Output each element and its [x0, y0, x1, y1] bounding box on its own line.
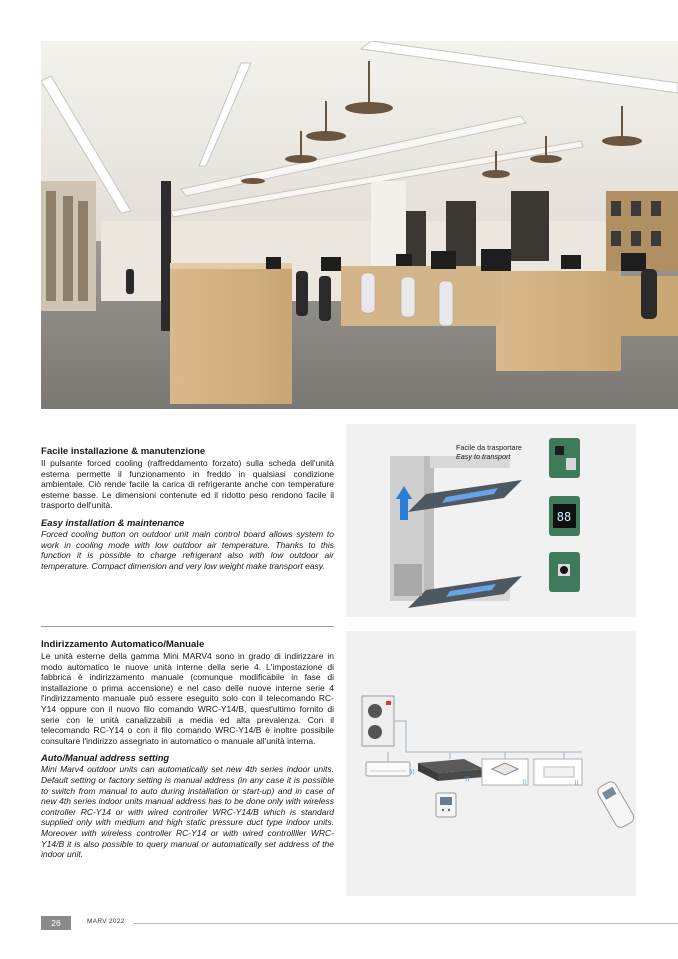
remote-controller-icon: [596, 780, 636, 830]
wired-controller-icon: [436, 793, 456, 817]
section-title-en: Easy installation & maintenance: [41, 516, 185, 528]
section-title-it: Facile installazione & manutenzione: [41, 446, 206, 457]
section-body-it: Il pulsante forced cooling (raffreddamento forzato) sulla scheda dell'unità esterna permette il funzionamento in freddo in qualsiasi condizione ambientale. Ciò rende facile la carica di refrigerante anche con temperature esterne basse. Le dimensioni contenute ed il ridotto peso rendono facile il trasporto dell'unità.: [41, 458, 334, 511]
section-divider: [41, 626, 334, 627]
svg-text:)): )): [522, 779, 527, 786]
section-title-it: Indirizzamento Automatico/Manuale: [41, 639, 205, 650]
page-footer: [41, 916, 678, 932]
system-diagram: [346, 631, 636, 896]
office-interior-photo: [41, 41, 678, 409]
section-body-en: Forced cooling button on outdoor unit main control board allows system to work in cooling mode with low outdoor air temperature. Thanks to this function it is possible to charge refrigerant also with low outdoor air temperature. Compact dimension and very low weight make transport easy.: [41, 528, 334, 571]
section-addressing: [41, 639, 334, 860]
footer-rule: [134, 923, 678, 924]
footer-label: MARV 2022: [87, 918, 125, 925]
page-number: 26: [41, 916, 71, 930]
svg-text:)): )): [574, 780, 579, 787]
outdoor-unit-icon: [362, 696, 394, 746]
section-installation: [41, 446, 334, 571]
section-body-it: Le unità esterne della gamma Mini MARV4 sono in grado di indirizzare in modo automatico le nuove unità interne della serie 4. L'impostazione di fabbrica è indirizzamento manuale (comunque modificabile in fase di installazione o prima accensione) e nel caso delle nuove interne serie 4 l'indirizzamento manuale può essere eseguito solo con il telecomando RC-Y14 oppure con il nuovo filo comando WRC-Y14/B, quest'ultimo fornito di serie con le unità canalizzabili a media ed alta prevalenza. Con il telecomando RC-Y14 o con il filo comando WRC-Y14/B è inoltre possibile consultare l'indirizzo assegnato in automatico o manuale all'unità interna.: [41, 651, 334, 746]
transport-label-it: Facile da trasportare: [456, 443, 522, 452]
transport-illustration: [346, 424, 636, 617]
section-title-en: Auto/Manual address setting: [41, 752, 170, 764]
svg-text:88: 88: [556, 510, 572, 524]
wall-unit-icon: [366, 762, 410, 776]
duct-unit-icon: [418, 759, 484, 781]
svg-text:)): )): [465, 776, 470, 783]
svg-text:)): )): [410, 769, 415, 776]
section-body-en: Mini Marv4 outdoor units can automatically set new 4th series indoor units. Default setting or factory setting is manual address (in any case it is possible to switch from manual to auto during installation or start-up) and in case of new 4th series indoor units manual address has to be done only with wireless controller RC-Y14 or with wired controller WRC-Y14/B which is standard supplied only with medium and high static pressure duct type indoor units. Moreover with wireless controller RC-Y14 or with wired controllller WRC-Y14/B it is also possible to query manual or automatically set address of the indoor unit.: [41, 764, 334, 860]
transport-label-en: Easy to transport: [456, 451, 511, 461]
